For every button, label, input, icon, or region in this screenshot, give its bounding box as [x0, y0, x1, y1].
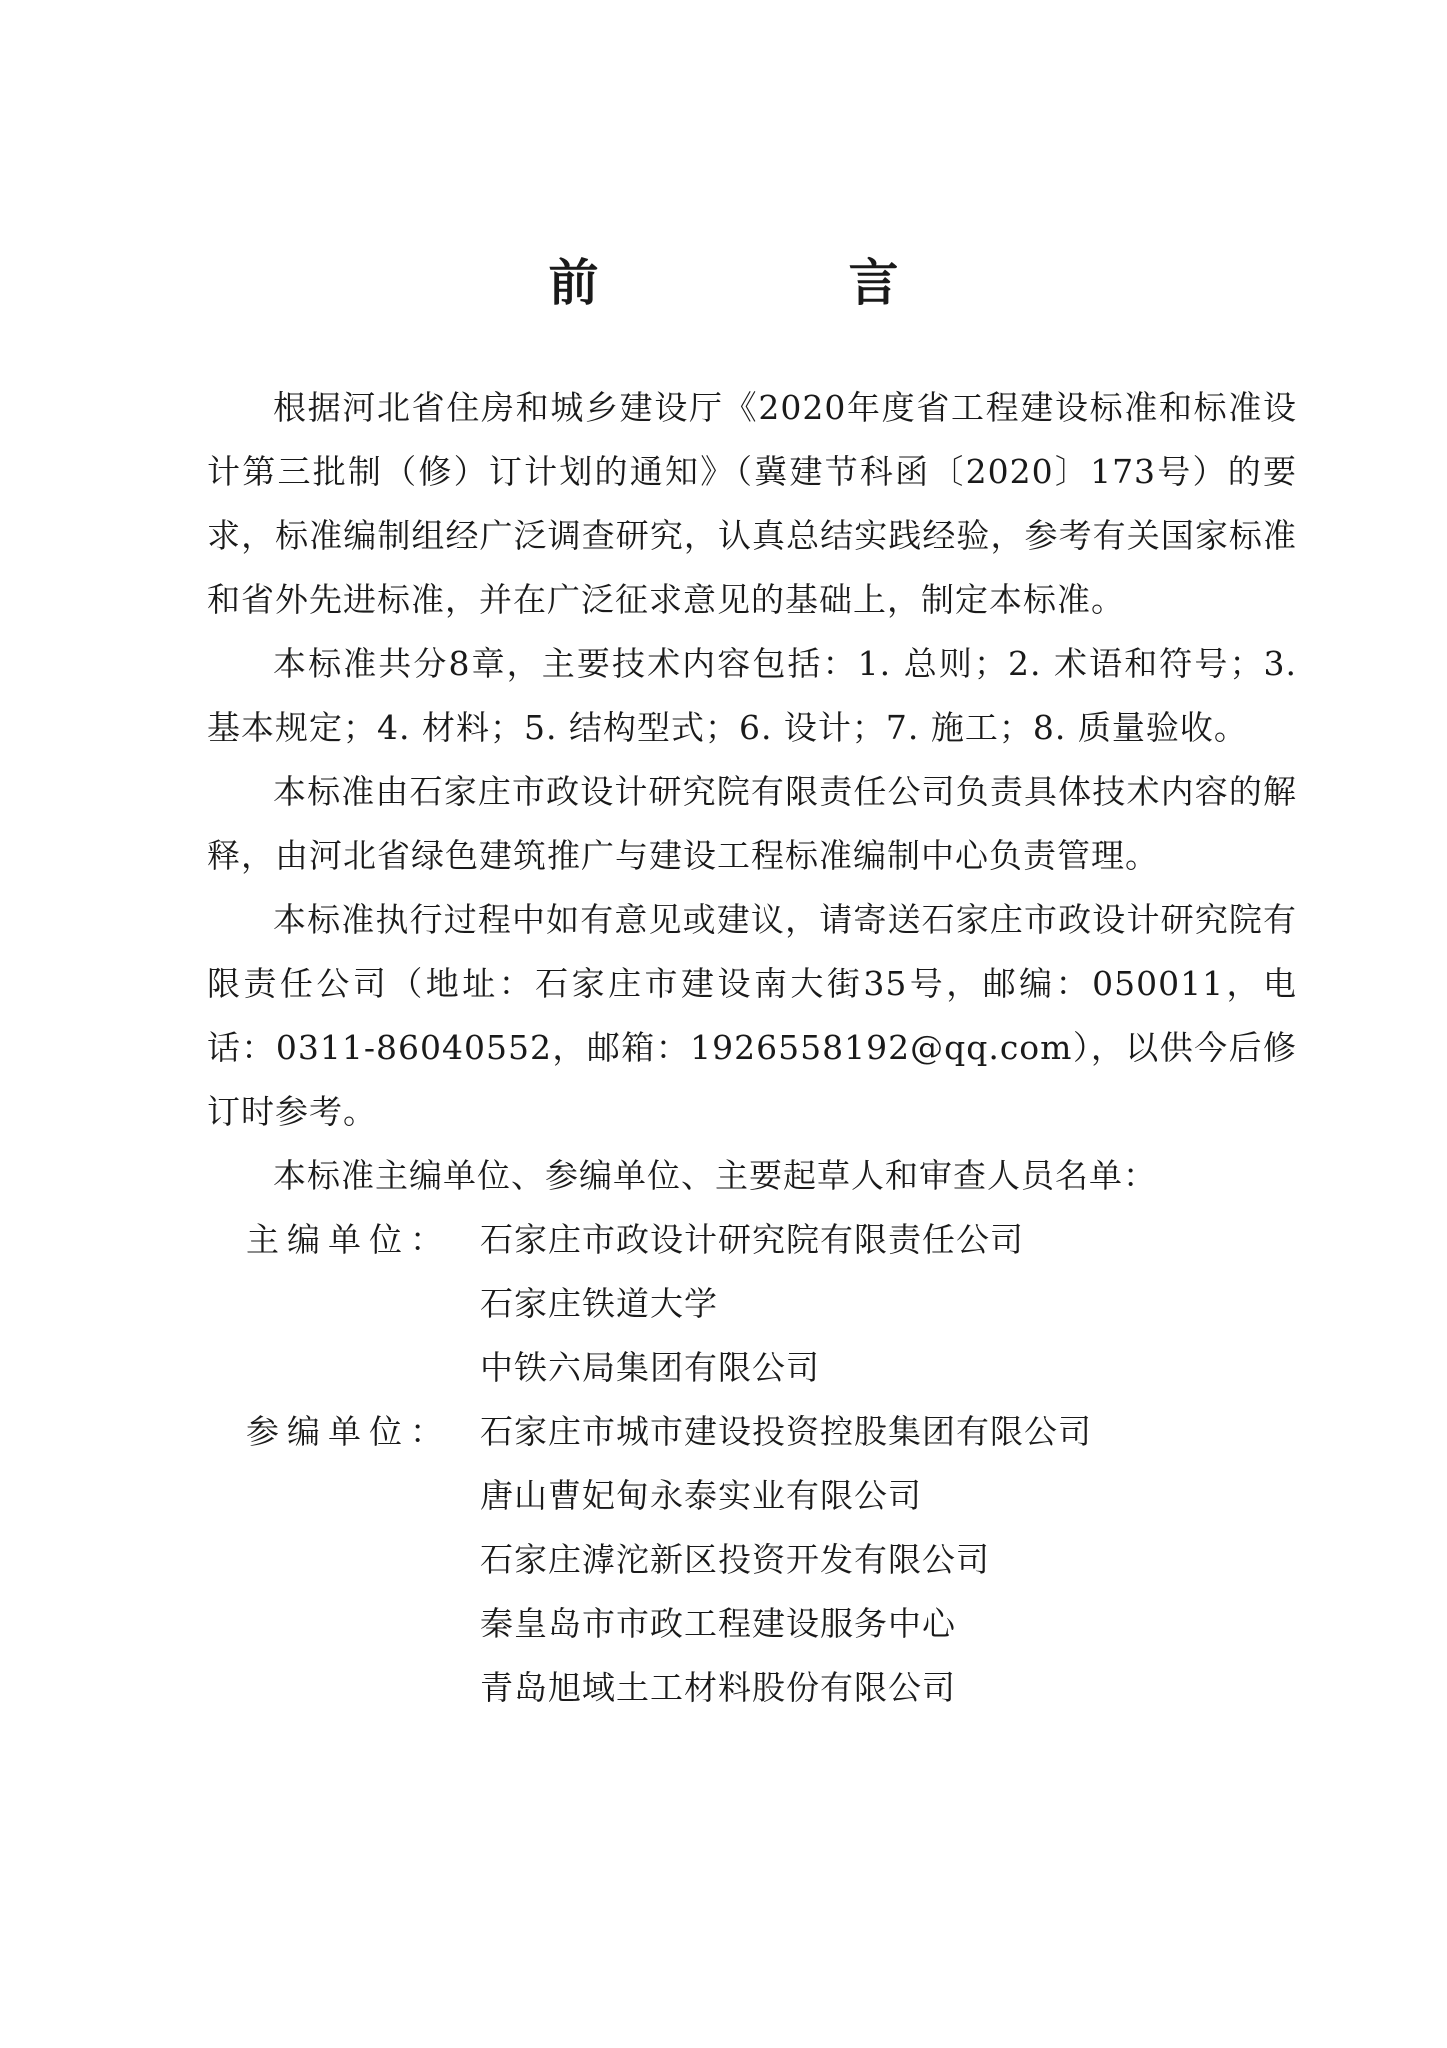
- participating-editor-list: [480, 1400, 1297, 1720]
- participating-editor-units: [207, 1400, 1297, 1720]
- paragraph-basis: 根据河北省住房和城乡建设厅《2020年度省工程建设标准和标准设计第三批制（修）订计划的通知》（冀建节科函〔2020〕173号）的要求，标准编制组经广泛调查研究，认真总结实践经验，参考有关国家标准和省外先进标准，并在广泛征求意见的基础上，制定本标准。: [207, 388, 1297, 619]
- list-item: 石家庄铁道大学: [480, 1284, 718, 1323]
- paragraph-responsibility: 本标准由石家庄市政设计研究院有限责任公司负责具体技术内容的解释，由河北省绿色建筑推广与建设工程标准编制中心负责管理。: [207, 772, 1297, 875]
- chief-editor-list: [480, 1208, 1297, 1400]
- preface-body: [207, 376, 1297, 1720]
- paragraph-roster-intro: 本标准主编单位、参编单位、主要起草人和审查人员名单：: [273, 1156, 1157, 1195]
- list-item: 石家庄滹沱新区投资开发有限公司: [480, 1540, 990, 1579]
- list-item: 唐山曹妃甸永泰实业有限公司: [480, 1476, 922, 1515]
- list-item: 石家庄市城市建设投资控股集团有限公司: [480, 1412, 1092, 1451]
- participating-editor-label: 参编单位：: [246, 1412, 451, 1451]
- list-item: 中铁六局集团有限公司: [480, 1348, 820, 1387]
- chief-editor-label: 主编单位：: [246, 1220, 451, 1259]
- paragraph-contents: 本标准共分8章，主要技术内容包括：1. 总则；2. 术语和符号；3. 基本规定；4. 材料；5. 结构型式；6. 设计；7. 施工；8. 质量验收。: [207, 644, 1297, 747]
- list-item: 青岛旭域土工材料股份有限公司: [480, 1668, 956, 1707]
- paragraph-feedback: 本标准执行过程中如有意见或建议，请寄送石家庄市政设计研究院有限责任公司（地址：石家庄市建设南大街35号，邮编：050011，电话：0311-86040552，邮箱：1926558192@qq.com），以供今后修订时参考。: [207, 900, 1297, 1131]
- list-item: 石家庄市政设计研究院有限责任公司: [480, 1220, 1024, 1259]
- unit-roster: [207, 1208, 1297, 1720]
- list-item: 秦皇岛市市政工程建设服务中心: [480, 1604, 956, 1643]
- chief-editor-units: [207, 1208, 1297, 1400]
- page-title: 前 言: [548, 253, 999, 312]
